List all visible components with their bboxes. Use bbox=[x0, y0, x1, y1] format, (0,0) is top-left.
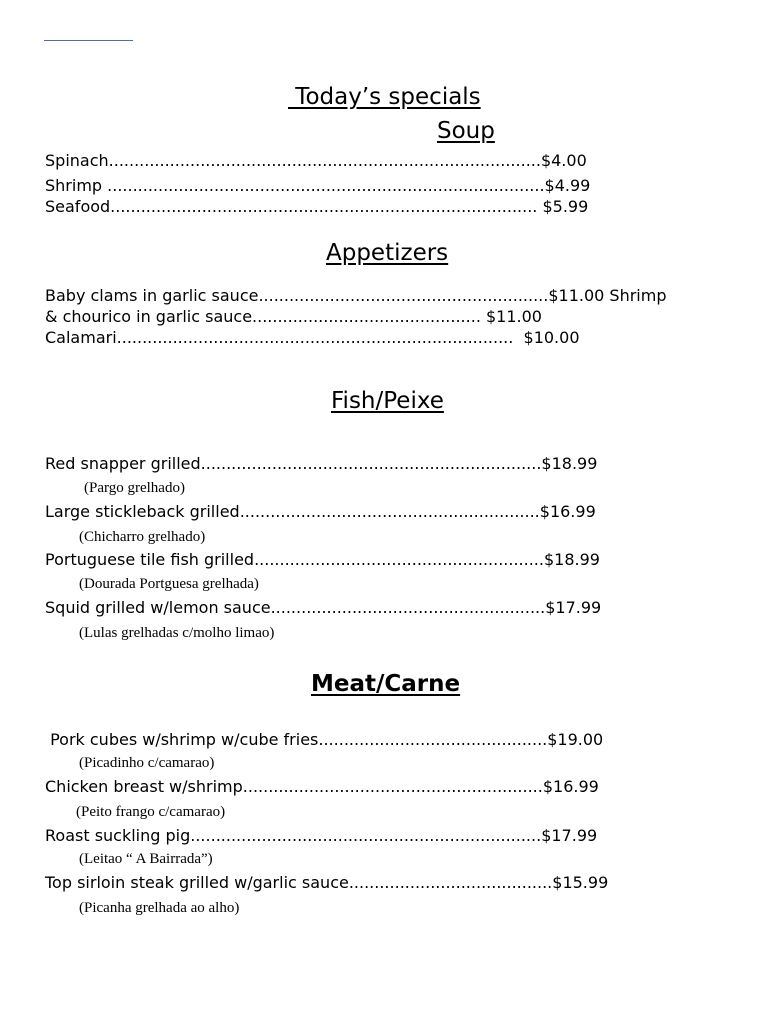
soup-heading: Soup bbox=[437, 118, 495, 144]
appetizers-line-1: Baby clams in garlic sauce.........................................................$11.00 Shrimp bbox=[45, 286, 667, 305]
fish-item-red-snapper: Red snapper grilled...................................................................$18.99 bbox=[45, 454, 598, 473]
meat-item-pork-cubes-translation: (Picadinho c/camarao) bbox=[79, 755, 215, 771]
appetizers-line-3: Calamari.............................................................................. $10.00 bbox=[45, 328, 580, 347]
fish-heading: Fish/Peixe bbox=[331, 388, 444, 414]
soup-item-shrimp: Shrimp ......................................................................................$4.99 bbox=[45, 176, 591, 195]
meat-item-sirloin-translation: (Picanha grelhada ao alho) bbox=[79, 900, 240, 916]
page-title: Today’s specials bbox=[288, 84, 481, 110]
appetizers-line-2: & chourico in garlic sauce............................................. $11.00 bbox=[45, 307, 542, 326]
fish-item-red-snapper-translation: (Pargo grelhado) bbox=[84, 480, 185, 496]
fish-item-stickleback-translation: (Chicharro grelhado) bbox=[79, 529, 206, 545]
meat-item-pork-cubes: Pork cubes w/shrimp w/cube fries.............................................$19.00 bbox=[45, 730, 604, 749]
fish-item-squid-translation: (Lulas grelhadas c/molho limao) bbox=[79, 625, 275, 641]
meat-item-sirloin: Top sirloin steak grilled w/garlic sauce........................................$15.99 bbox=[45, 873, 609, 892]
meat-heading: Meat/Carne bbox=[311, 671, 461, 697]
meat-item-suckling-pig-translation: (Leitao “ A Bairrada”) bbox=[79, 851, 213, 867]
meat-item-suckling-pig: Roast suckling pig.....................................................................$17.99 bbox=[45, 826, 598, 845]
appetizers-heading: Appetizers bbox=[326, 240, 449, 266]
fish-item-tile-fish: Portuguese tile fish grilled.........................................................$18.99 bbox=[45, 550, 600, 569]
soup-item-seafood: Seafood.................................................................................... $5.99 bbox=[45, 197, 589, 216]
fish-item-tile-fish-translation: (Dourada Portguesa grelhada) bbox=[79, 576, 259, 592]
meat-item-chicken-breast: Chicken breast w/shrimp...........................................................$16.99 bbox=[45, 777, 599, 796]
meat-item-chicken-breast-translation: (Peito frango c/camarao) bbox=[76, 804, 226, 820]
soup-item-spinach: Spinach.....................................................................................$4.00 bbox=[45, 151, 587, 170]
fish-item-squid: Squid grilled w/lemon sauce......................................................$17.99 bbox=[45, 598, 602, 617]
header-rule bbox=[44, 40, 133, 41]
fish-item-stickleback: Large stickleback grilled...........................................................$16.99 bbox=[45, 502, 596, 521]
